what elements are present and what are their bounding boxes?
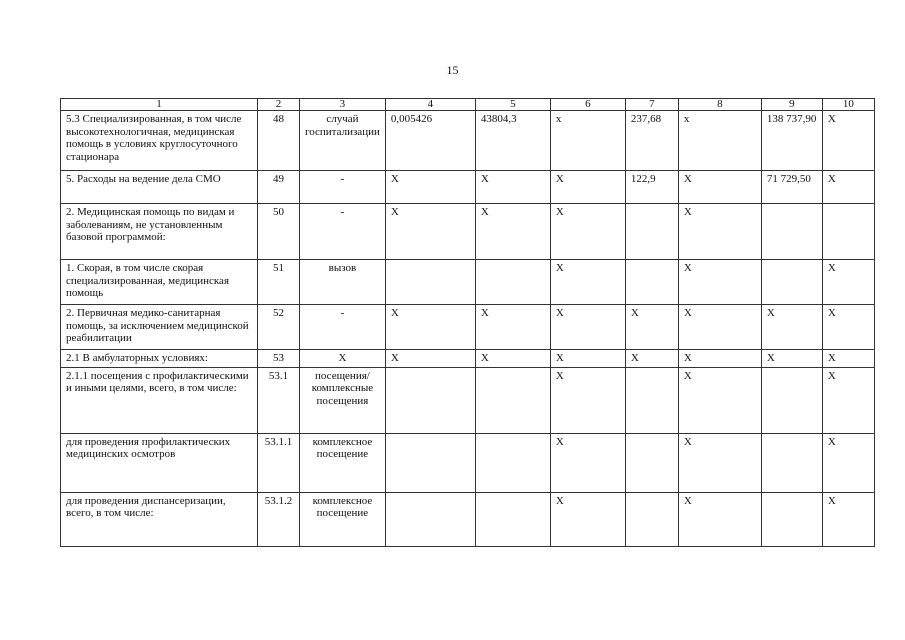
- value-cell-col-7: 122,9: [625, 171, 678, 204]
- value-cell-col-7: [625, 204, 678, 260]
- column-header-3: 3: [300, 99, 386, 111]
- column-header-1: 1: [61, 99, 258, 111]
- column-header-10: 10: [822, 99, 874, 111]
- row-name-cell: 5. Расходы на ведение дела СМО: [61, 171, 258, 204]
- table-header-row: [61, 99, 875, 111]
- table-row: [61, 171, 875, 204]
- row-number-cell: 50: [258, 204, 300, 260]
- value-cell-col-8: Х: [678, 171, 761, 204]
- column-header-2: 2: [258, 99, 300, 111]
- value-cell-col-4: Х: [385, 171, 475, 204]
- value-cell-col-6: Х: [550, 305, 625, 350]
- row-name-cell: 2.1.1 посещения с профилактическими и иными целями, всего, в том числе:: [61, 367, 258, 433]
- value-cell-col-6: Х: [550, 260, 625, 305]
- value-cell-col-6: х: [550, 111, 625, 171]
- unit-cell: Х: [300, 350, 386, 368]
- table-row: [61, 433, 875, 492]
- value-cell-col-7: [625, 367, 678, 433]
- column-header-6: 6: [550, 99, 625, 111]
- value-cell-col-4: Х: [385, 350, 475, 368]
- unit-cell: -: [300, 204, 386, 260]
- table-row: [61, 305, 875, 350]
- value-cell-col-8: Х: [678, 367, 761, 433]
- row-name-cell: 5.3 Специализированная, в том числе высокотехнологичная, медицинская помощь в условиях круглосуточного стационара: [61, 111, 258, 171]
- value-cell-col-5: 43804,3: [475, 111, 550, 171]
- value-cell-col-9: Х: [761, 305, 822, 350]
- value-cell-col-7: [625, 433, 678, 492]
- data-table: [60, 98, 875, 547]
- value-cell-col-4: 0,005426: [385, 111, 475, 171]
- value-cell-col-10: Х: [822, 111, 874, 171]
- value-cell-col-10: Х: [822, 260, 874, 305]
- value-cell-col-5: Х: [475, 171, 550, 204]
- value-cell-col-9: [761, 204, 822, 260]
- unit-cell: -: [300, 305, 386, 350]
- value-cell-col-7: Х: [625, 350, 678, 368]
- value-cell-col-4: Х: [385, 204, 475, 260]
- column-header-8: 8: [678, 99, 761, 111]
- row-number-cell: 53: [258, 350, 300, 368]
- row-name-cell: 2. Медицинская помощь по видам и заболеваниям, не установленным базовой программой:: [61, 204, 258, 260]
- unit-cell: -: [300, 171, 386, 204]
- table-row: [61, 367, 875, 433]
- row-name-cell: 2. Первичная медико-санитарная помощь, за исключением медицинской реабилитации: [61, 305, 258, 350]
- value-cell-col-4: [385, 492, 475, 546]
- row-number-cell: 48: [258, 111, 300, 171]
- unit-cell: посещения/комплексные посещения: [300, 367, 386, 433]
- row-name-cell: для проведения профилактических медицинских осмотров: [61, 433, 258, 492]
- value-cell-col-5: Х: [475, 305, 550, 350]
- value-cell-col-9: Х: [761, 350, 822, 368]
- value-cell-col-4: [385, 367, 475, 433]
- table-row: [61, 260, 875, 305]
- value-cell-col-8: Х: [678, 204, 761, 260]
- value-cell-col-7: [625, 260, 678, 305]
- value-cell-col-6: Х: [550, 492, 625, 546]
- unit-cell: случай госпитализации: [300, 111, 386, 171]
- value-cell-col-10: Х: [822, 350, 874, 368]
- column-header-7: 7: [625, 99, 678, 111]
- value-cell-col-10: Х: [822, 305, 874, 350]
- row-name-cell: 1. Скорая, в том числе скорая специализированная, медицинская помощь: [61, 260, 258, 305]
- value-cell-col-8: Х: [678, 492, 761, 546]
- value-cell-col-5: [475, 260, 550, 305]
- row-number-cell: 52: [258, 305, 300, 350]
- row-number-cell: 53.1.1: [258, 433, 300, 492]
- value-cell-col-7: Х: [625, 305, 678, 350]
- value-cell-col-4: [385, 433, 475, 492]
- value-cell-col-10: [822, 204, 874, 260]
- value-cell-col-10: Х: [822, 433, 874, 492]
- value-cell-col-8: Х: [678, 260, 761, 305]
- value-cell-col-8: Х: [678, 350, 761, 368]
- value-cell-col-6: Х: [550, 433, 625, 492]
- value-cell-col-4: Х: [385, 305, 475, 350]
- row-name-cell: 2.1 В амбулаторных условиях:: [61, 350, 258, 368]
- row-name-cell: для проведения диспансеризации, всего, в том числе:: [61, 492, 258, 546]
- table-row: [61, 350, 875, 368]
- value-cell-col-8: Х: [678, 305, 761, 350]
- value-cell-col-6: Х: [550, 171, 625, 204]
- value-cell-col-5: [475, 433, 550, 492]
- page-number: 15: [446, 63, 459, 77]
- table-row: [61, 111, 875, 171]
- table-row: [61, 492, 875, 546]
- value-cell-col-9: [761, 433, 822, 492]
- unit-cell: вызов: [300, 260, 386, 305]
- value-cell-col-10: Х: [822, 171, 874, 204]
- value-cell-col-7: 237,68: [625, 111, 678, 171]
- value-cell-col-9: 138 737,90: [761, 111, 822, 171]
- row-number-cell: 51: [258, 260, 300, 305]
- value-cell-col-9: 71 729,50: [761, 171, 822, 204]
- value-cell-col-9: [761, 492, 822, 546]
- value-cell-col-4: [385, 260, 475, 305]
- value-cell-col-6: Х: [550, 204, 625, 260]
- value-cell-col-8: х: [678, 111, 761, 171]
- row-number-cell: 53.1.2: [258, 492, 300, 546]
- row-number-cell: 49: [258, 171, 300, 204]
- unit-cell: комплексное посещение: [300, 433, 386, 492]
- value-cell-col-5: Х: [475, 350, 550, 368]
- unit-cell: комплексное посещение: [300, 492, 386, 546]
- value-cell-col-5: [475, 367, 550, 433]
- value-cell-col-10: Х: [822, 492, 874, 546]
- row-number-cell: 53.1: [258, 367, 300, 433]
- value-cell-col-9: [761, 367, 822, 433]
- column-header-9: 9: [761, 99, 822, 111]
- column-header-5: 5: [475, 99, 550, 111]
- value-cell-col-7: [625, 492, 678, 546]
- value-cell-col-10: Х: [822, 367, 874, 433]
- value-cell-col-9: [761, 260, 822, 305]
- value-cell-col-8: Х: [678, 433, 761, 492]
- value-cell-col-5: Х: [475, 204, 550, 260]
- column-header-4: 4: [385, 99, 475, 111]
- value-cell-col-6: Х: [550, 350, 625, 368]
- value-cell-col-5: [475, 492, 550, 546]
- table-row: [61, 204, 875, 260]
- value-cell-col-6: Х: [550, 367, 625, 433]
